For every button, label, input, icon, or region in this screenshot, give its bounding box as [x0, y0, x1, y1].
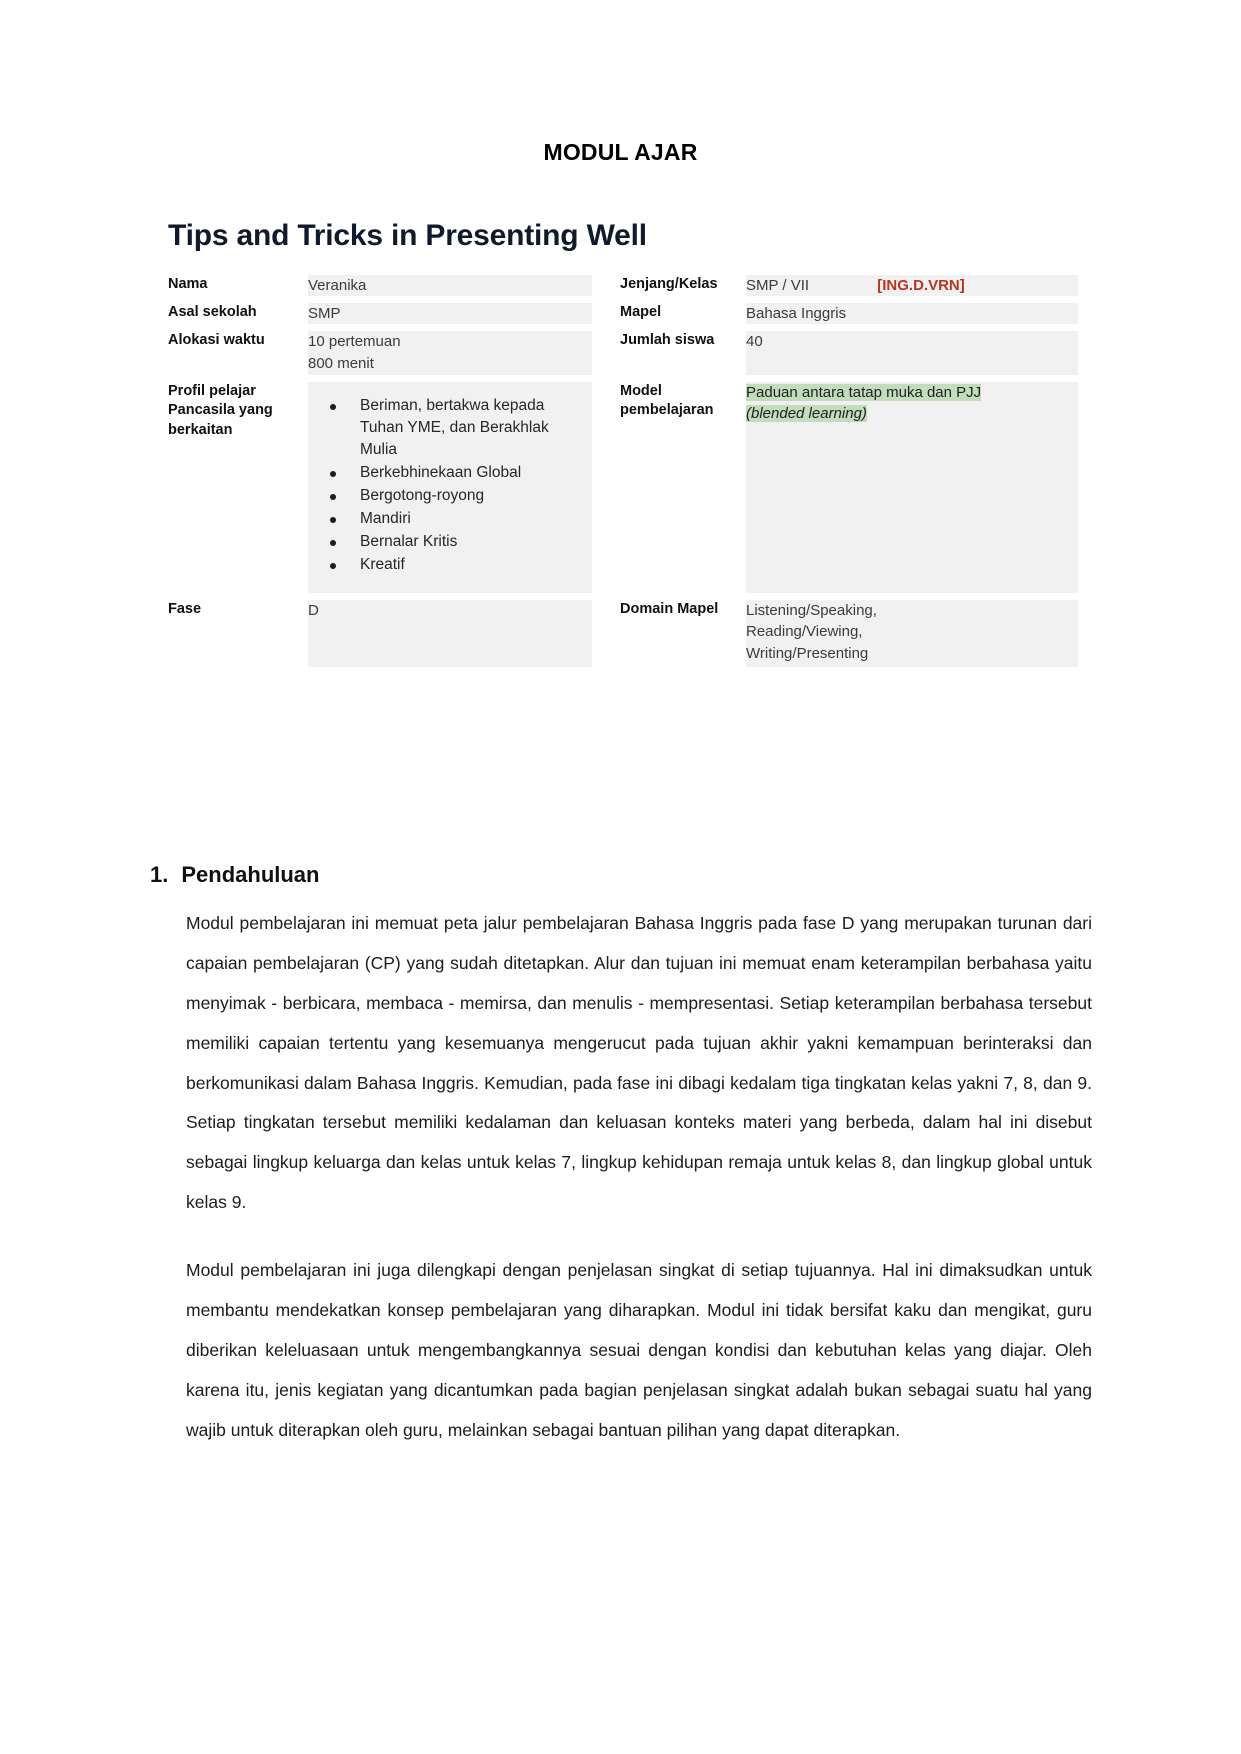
table-row	[168, 275, 1078, 296]
row-value-fase: D	[308, 600, 592, 667]
row-label-asal-sekolah: Asal sekolah	[168, 304, 257, 320]
profil-label-line-2: Pancasila yang	[168, 402, 273, 419]
profil-label-line-1: Profil pelajar	[168, 382, 256, 399]
info-table	[168, 268, 1078, 674]
model-highlight-main: Paduan antara tatap muka dan PJJ	[746, 383, 982, 401]
row-value-profil-pelajar	[308, 382, 592, 593]
column-gap	[592, 331, 606, 375]
row-value-mapel: Bahasa Inggris	[746, 303, 1078, 324]
alokasi-pertemuan: 10 pertemuan	[308, 333, 401, 350]
column-gap	[592, 275, 606, 296]
list-item: Bergotong-royong	[360, 485, 580, 507]
model-label-line-2: pembelajaran	[620, 402, 714, 419]
profil-label-line-3: berkaitan	[168, 421, 233, 438]
row-label-mapel: Mapel	[620, 304, 662, 320]
list-item: Bernalar Kritis	[360, 531, 580, 553]
row-label-model-pembelajaran	[606, 382, 746, 593]
list-item: Kreatif	[360, 554, 580, 576]
row-value-jenjang-kelas	[746, 275, 1078, 296]
paragraph-2: Modul pembelajaran ini juga dilengkapi dengan penjelasan singkat di setiap tujuannya. Hal ini dimaksudkan untuk membantu mendekatkan konsep pembelajaran yang diharapkan. Modul ini tidak bersifat kaku dan mengikat, guru diberikan keleluasaan untuk mengembangkannya sesuai dengan kondisi dan kebutuhan kelas yang diajar. Oleh karena itu, jenis kegiatan yang dicantumkan pada bagian penjelasan singkat adalah bukan sebagai suatu hal yang wajib untuk diterapkan oleh guru, melainkan sebagai bantuan pilihan yang dapat diterapkan.	[186, 1260, 1092, 1440]
column-gap	[592, 303, 606, 324]
row-value-model-pembelajaran	[746, 382, 1078, 593]
model-label-line-1: Model	[620, 382, 662, 399]
model-highlight-italic: (blended learning)	[746, 404, 867, 422]
row-label-profil-pelajar	[168, 382, 308, 593]
section-heading	[150, 862, 1092, 888]
list-item: Beriman, bertakwa kepada Tuhan YME, dan Berakhlak Mulia	[360, 395, 580, 461]
domain-line-1: Listening/Speaking,	[746, 601, 877, 619]
table-row	[168, 331, 1078, 375]
module-code-badge: [ING.D.VRN]	[877, 277, 965, 294]
jenjang-kelas-text: SMP / VII	[746, 277, 810, 294]
row-label-domain-mapel: Domain Mapel	[620, 600, 719, 617]
table-row	[168, 382, 1078, 593]
list-item: Mandiri	[360, 508, 580, 530]
row-value-domain-mapel	[746, 600, 1078, 667]
paragraph-1: Modul pembelajaran ini memuat peta jalur pembelajaran Bahasa Inggris pada fase D yang merupakan turunan dari capaian pembelajaran (CP) yang sudah ditetapkan. Alur dan tujuan ini memuat enam keterampilan berbahasa yaitu menyimak - berbicara, membaca - memirsa, dan menulis - mempresentasi. Setiap keterampilan berbahasa tersebut memiliki capaian tertentu yang kesemuanya mengerucut pada tujuan akhir yakni kemampuan berinteraksi dan berkomunikasi dalam Bahasa Inggris. Kemudian, pada fase ini dibagi kedalam tiga tingkatan kelas yakni 7, 8, dan 9. Setiap tingkatan tersebut memiliki kedalaman dan keluasan konteks materi yang berbeda, dalam hal ini disebut sebagai lingkup keluarga dan kelas untuk kelas 7, lingkup kehidupan remaja untuk kelas 8, dan lingkup global untuk kelas 9.	[186, 913, 1092, 1213]
table-row	[168, 303, 1078, 324]
section-number: 1.	[150, 862, 169, 887]
row-label-nama: Nama	[168, 276, 208, 292]
list-item: Berkebhinekaan Global	[360, 462, 580, 484]
domain-line-3: Writing/Presenting	[746, 645, 869, 662]
row-label-fase: Fase	[168, 600, 202, 617]
info-block-heading: Tips and Tricks in Presenting Well	[168, 219, 647, 252]
column-gap	[592, 600, 606, 667]
row-label-jumlah-siswa: Jumlah siswa	[620, 332, 715, 348]
info-table-block	[168, 219, 1078, 674]
model-highlight-text	[746, 384, 981, 422]
domain-line-2: Reading/Viewing,	[746, 623, 863, 641]
column-gap	[592, 382, 606, 593]
row-label-jenjang-kelas: Jenjang/Kelas	[620, 276, 718, 292]
page-title: MODUL AJAR	[543, 139, 698, 165]
table-row	[168, 600, 1078, 667]
row-value-nama: Veranika	[308, 275, 592, 296]
row-value-alokasi-waktu	[308, 331, 592, 375]
row-value-asal-sekolah: SMP	[308, 303, 592, 324]
section-title: Pendahuluan	[181, 862, 320, 887]
profil-pelajar-list	[308, 395, 580, 576]
alokasi-menit: 800 menit	[308, 354, 374, 372]
row-label-alokasi-waktu: Alokasi waktu	[168, 332, 265, 348]
row-value-jumlah-siswa: 40	[746, 331, 1078, 375]
section-pendahuluan	[150, 862, 1092, 1451]
